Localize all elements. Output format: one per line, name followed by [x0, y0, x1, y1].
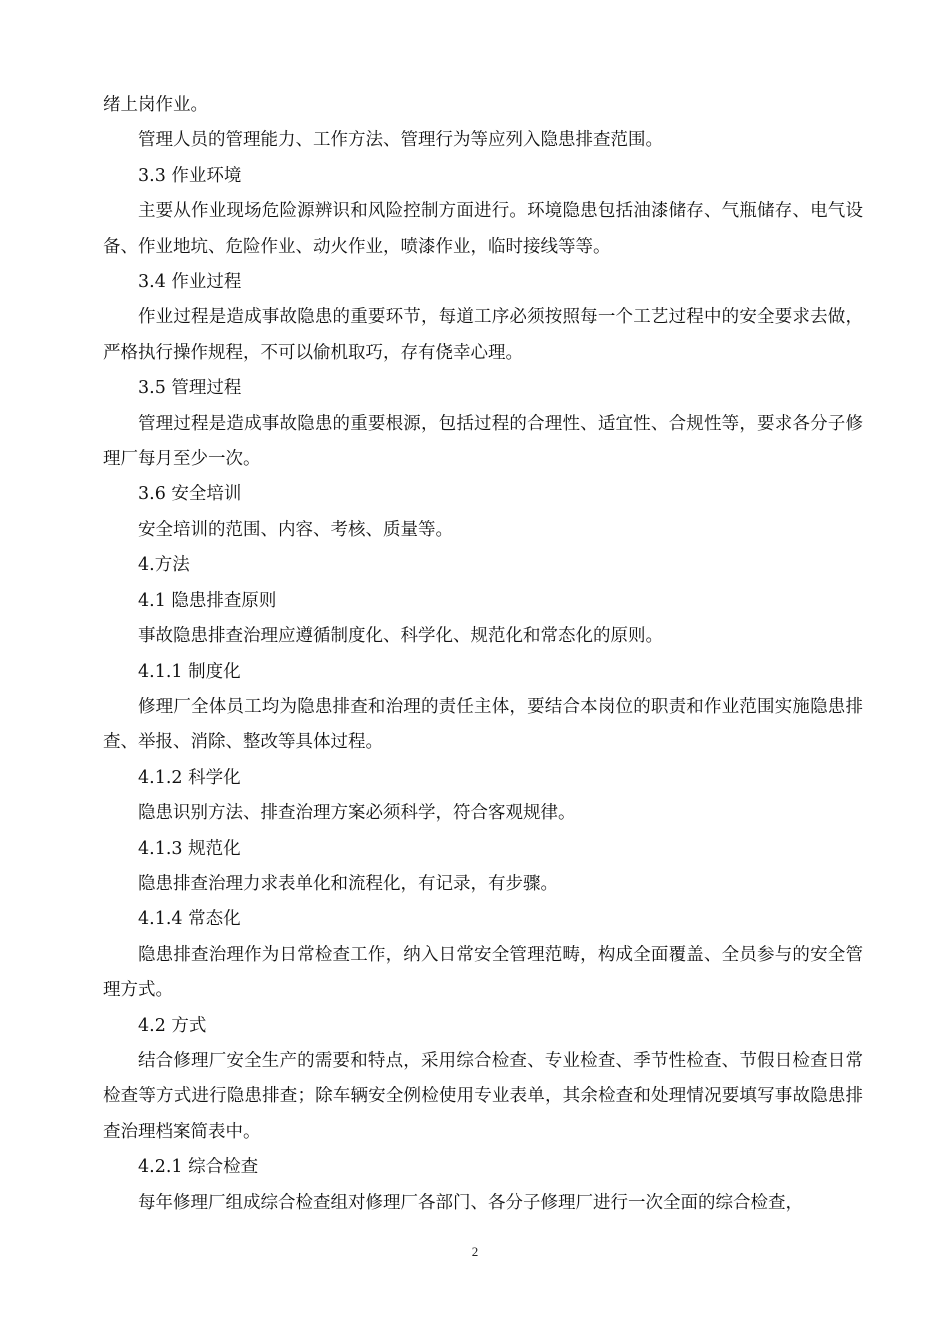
- paragraph: 事故隐患排查治理应遵循制度化、科学化、规范化和常态化的原则。: [138, 626, 663, 647]
- section-heading: 4.1.3 规范化: [138, 838, 241, 859]
- section-heading: 3.3 作业环境: [138, 165, 242, 186]
- document-body: [103, 88, 863, 1221]
- paragraph: 作业过程是造成事故隐患的重要环节，每道工序必须按照每一个工艺过程中的安全要求去做，严格执行操作规程，不可以偷机取巧，存有侥幸心理。: [103, 307, 863, 363]
- section-heading: 4.1.1 制度化: [138, 661, 241, 682]
- paragraph: 管理过程是造成事故隐患的重要根源，包括过程的合理性、适宜性、合规性等，要求各分子修理厂每月至少一次。: [103, 413, 863, 470]
- paragraph: 结合修理厂安全生产的需要和特点，采用综合检查、专业检查、季节性检查、节假日检查日常检查等方式进行隐患排查；除车辆安全例检使用专业表单，其余检查和处理情况要填写事故隐患排查治理档案简表中。: [103, 1050, 863, 1142]
- paragraph: 隐患排查治理力求表单化和流程化，有记录，有步骤。: [138, 873, 558, 894]
- section-heading: 4.方法: [138, 555, 190, 576]
- paragraph: 每年修理厂组成综合检查组对修理厂各部门、各分子修理厂进行一次全面的综合检查，: [138, 1192, 803, 1213]
- section-heading: 4.1 隐患排查原则: [138, 590, 277, 611]
- paragraph: 管理人员的管理能力、工作方法、管理行为等应列入隐患排查范围。: [138, 130, 663, 151]
- section-heading: 4.1.4 常态化: [138, 909, 241, 930]
- paragraph: 修理厂全体员工均为隐患排查和治理的责任主体，要结合本岗位的职责和作业范围实施隐患排查、举报、消除、整改等具体过程。: [103, 696, 863, 753]
- paragraph: 主要从作业现场危险源辨识和风险控制方面进行。环境隐患包括油漆储存、气瓶储存、电气设备、作业地坑、危险作业、动火作业，喷漆作业，临时接线等等。: [103, 201, 863, 257]
- section-heading: 3.6 安全培训: [138, 484, 242, 505]
- section-heading: 4.2 方式: [138, 1015, 207, 1036]
- section-heading: 4.1.2 科学化: [138, 767, 241, 788]
- paragraph: 隐患识别方法、排查治理方案必须科学，符合客观规律。: [138, 803, 576, 824]
- section-heading: 3.5 管理过程: [138, 378, 242, 399]
- section-heading: 4.2.1 综合检查: [138, 1157, 259, 1178]
- section-heading: 3.4 作业过程: [138, 272, 242, 293]
- paragraph: 隐患排查治理作为日常检查工作，纳入日常安全管理范畴，构成全面覆盖、全员参与的安全管理方式。: [103, 944, 863, 1001]
- paragraph: 绪上岗作业。: [103, 95, 208, 115]
- paragraph: 安全培训的范围、内容、考核、质量等。: [138, 519, 453, 540]
- page-number: 2: [471, 1244, 479, 1259]
